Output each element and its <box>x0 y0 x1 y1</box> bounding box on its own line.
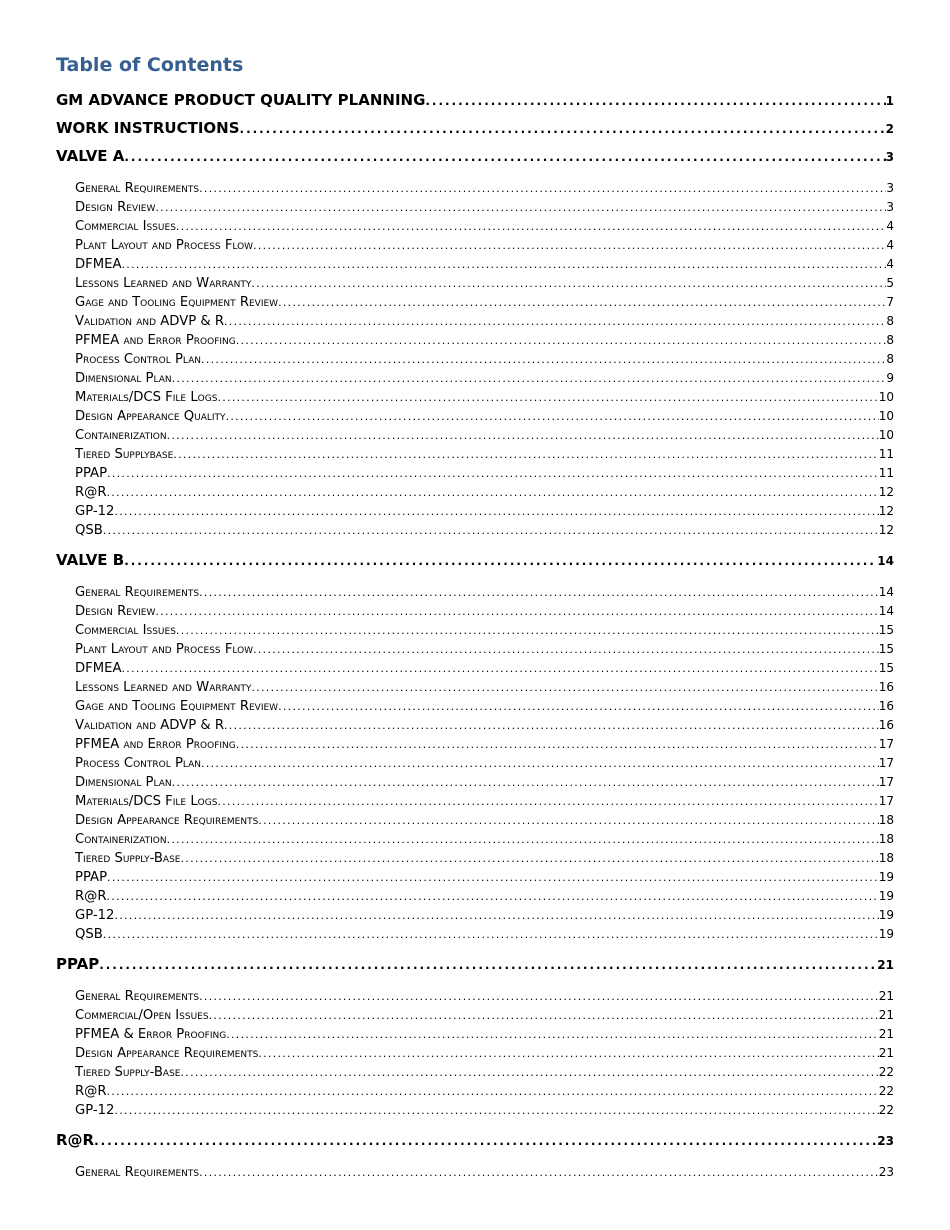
toc-page-number: 21 <box>878 1027 894 1041</box>
toc-subentry[interactable] <box>75 1101 894 1120</box>
toc-entry-label: Process Control Plan <box>75 352 202 367</box>
toc-page-number: 16 <box>878 718 894 732</box>
toc-page-number: 9 <box>886 371 894 385</box>
dot-leader <box>107 464 879 483</box>
toc-page-number: 1 <box>885 94 894 108</box>
toc-page-number: 10 <box>878 390 894 404</box>
toc-page-number: 3 <box>885 150 894 164</box>
toc-page-number: 19 <box>878 927 894 941</box>
toc-page-number: 21 <box>878 989 894 1003</box>
toc-entry-label: GP-12 <box>75 908 115 923</box>
toc-subentry[interactable] <box>75 350 894 369</box>
toc-page-number: 10 <box>878 428 894 442</box>
toc-subentry[interactable] <box>75 716 894 735</box>
dot-leader <box>253 236 886 255</box>
toc-page-number: 21 <box>878 1008 894 1022</box>
dot-leader <box>107 868 879 887</box>
toc-page-number: 16 <box>878 680 894 694</box>
toc-subentry[interactable] <box>75 331 894 350</box>
toc-subentry[interactable] <box>75 255 894 274</box>
toc-page-number: 17 <box>878 775 894 789</box>
toc-page-number: 3 <box>886 181 894 195</box>
toc-page-number: 8 <box>886 352 894 366</box>
toc-entry-label: DFMEA <box>75 257 122 272</box>
toc-subentry[interactable] <box>75 521 894 540</box>
toc-heading-entry[interactable] <box>56 145 894 167</box>
toc-entry-label: General Requirements <box>75 1165 200 1180</box>
dot-leader <box>209 1006 879 1025</box>
toc-page-number: 15 <box>878 642 894 656</box>
toc-heading-entry[interactable] <box>56 1129 894 1151</box>
toc-entry-label: Design Appearance Quality <box>75 409 226 424</box>
toc-page-number: 18 <box>878 851 894 865</box>
dot-leader <box>94 1130 877 1151</box>
toc-subentry[interactable] <box>75 236 894 255</box>
toc-page-number: 14 <box>878 604 894 618</box>
toc-entry-label: Commercial/Open Issues <box>75 1008 209 1023</box>
toc-entry-label: Materials/DCS File Logs <box>75 794 218 809</box>
toc-entry-label: General Requirements <box>75 181 200 196</box>
toc-subentry[interactable] <box>75 659 894 678</box>
toc-entry-label: Plant Layout and Process Flow <box>75 238 254 253</box>
toc-entry-label: Process Control Plan <box>75 756 202 771</box>
dot-leader <box>172 369 887 388</box>
toc-page-number: 3 <box>886 200 894 214</box>
toc-entry-label: Lessons Learned and Warranty <box>75 276 252 291</box>
toc-subentry[interactable] <box>75 602 894 621</box>
toc-subentry[interactable] <box>75 1163 894 1182</box>
toc-subentry[interactable] <box>75 1063 894 1082</box>
toc-entry-label: PFMEA and Error Proofing <box>75 737 236 752</box>
dot-leader <box>226 407 879 426</box>
toc-page-number: 14 <box>877 554 894 568</box>
toc-page-number: 22 <box>878 1065 894 1079</box>
toc-entry-label: Commercial Issues <box>75 623 176 638</box>
toc-page-number: 8 <box>886 314 894 328</box>
toc-entry-label: Containerization <box>75 832 167 847</box>
dot-leader <box>253 640 879 659</box>
dot-leader <box>251 678 878 697</box>
dot-leader <box>236 331 887 350</box>
dot-leader <box>258 1044 878 1063</box>
toc-subentry[interactable] <box>75 678 894 697</box>
toc-subentry[interactable] <box>75 887 894 906</box>
dot-leader <box>201 754 879 773</box>
dot-leader <box>114 502 878 521</box>
toc-subentry[interactable] <box>75 388 894 407</box>
dot-leader <box>240 118 886 139</box>
dot-leader <box>278 293 886 312</box>
toc-subentry[interactable] <box>75 754 894 773</box>
toc-entry-label: Design Review <box>75 200 156 215</box>
toc-entry-label: Containerization <box>75 428 167 443</box>
toc-page-number: 12 <box>878 504 894 518</box>
toc-heading-entry[interactable] <box>56 953 894 975</box>
dot-leader <box>199 583 879 602</box>
dot-leader <box>176 217 886 236</box>
toc-subentry[interactable] <box>75 464 894 483</box>
toc-heading-entry[interactable] <box>56 117 894 139</box>
dot-leader <box>201 350 886 369</box>
dot-leader <box>425 90 885 111</box>
toc-entry-label: VALVE B <box>56 551 125 569</box>
toc-page-number: 4 <box>886 238 894 252</box>
toc-subentry[interactable] <box>75 502 894 521</box>
toc-subentry[interactable] <box>75 868 894 887</box>
toc-entry-label: Lessons Learned and Warranty <box>75 680 252 695</box>
toc-entry-label: Dimensional Plan <box>75 775 172 790</box>
toc-page-number: 23 <box>877 1134 894 1148</box>
toc-page-number: 11 <box>878 447 894 461</box>
toc-page-number: 17 <box>878 737 894 751</box>
dot-leader <box>236 735 879 754</box>
toc-subentry[interactable] <box>75 293 894 312</box>
toc-entry-label: Commercial Issues <box>75 219 176 234</box>
toc-page-number: 10 <box>878 409 894 423</box>
toc-entry-label: Design Review <box>75 604 156 619</box>
toc-page-number: 5 <box>886 276 894 290</box>
toc-subentry[interactable] <box>75 445 894 464</box>
toc-entry-label: Gage and Tooling Equipment Review <box>75 295 279 310</box>
toc-entry-label: Tiered Supply-Base <box>75 1065 181 1080</box>
toc-entry-label: Materials/DCS File Logs <box>75 390 218 405</box>
toc-page-number: 15 <box>878 623 894 637</box>
dot-leader <box>278 697 879 716</box>
toc-page-number: 18 <box>878 813 894 827</box>
toc-entry-label: General Requirements <box>75 585 200 600</box>
toc-entry-label: Design Appearance Requirements <box>75 813 259 828</box>
dot-leader <box>167 830 879 849</box>
toc-entry-label: R@R <box>75 1084 107 1099</box>
dot-leader <box>217 388 878 407</box>
toc-subentry[interactable] <box>75 1044 894 1063</box>
toc-heading-entry[interactable] <box>56 89 894 111</box>
toc-subentry[interactable] <box>75 987 894 1006</box>
dot-leader <box>180 849 878 868</box>
dot-leader <box>107 1082 879 1101</box>
toc-entry-label: Dimensional Plan <box>75 371 172 386</box>
toc-subentry[interactable] <box>75 1025 894 1044</box>
toc-page-number: 12 <box>878 485 894 499</box>
toc-page-number: 22 <box>878 1103 894 1117</box>
dot-leader <box>199 1163 879 1182</box>
toc-subentry[interactable] <box>75 640 894 659</box>
toc-entry-label: PFMEA and Error Proofing <box>75 333 236 348</box>
toc-subentry[interactable] <box>75 849 894 868</box>
toc-page-number: 16 <box>878 699 894 713</box>
dot-leader <box>99 954 877 975</box>
toc-subentry[interactable] <box>75 369 894 388</box>
toc-subentry[interactable] <box>75 792 894 811</box>
toc-entry-label: VALVE A <box>56 147 125 165</box>
dot-leader <box>199 987 879 1006</box>
dot-leader <box>114 1101 878 1120</box>
toc-entry-label: Plant Layout and Process Flow <box>75 642 254 657</box>
toc-entry-label: Gage and Tooling Equipment Review <box>75 699 279 714</box>
toc-subentry[interactable] <box>75 773 894 792</box>
dot-leader <box>172 773 879 792</box>
dot-leader <box>107 887 879 906</box>
dot-leader <box>114 906 878 925</box>
dot-leader <box>103 521 879 540</box>
toc-subentry[interactable] <box>75 830 894 849</box>
toc-entry-label: PPAP <box>75 466 108 481</box>
dot-leader <box>173 445 878 464</box>
dot-leader <box>176 621 879 640</box>
toc-subentry[interactable] <box>75 179 894 198</box>
toc-entry-label: DFMEA <box>75 661 122 676</box>
toc-entry-label: R@R <box>56 1131 95 1149</box>
toc-page-number: 19 <box>878 870 894 884</box>
toc-entry-label: Tiered Supply-Base <box>75 851 181 866</box>
toc-entry-label: Design Appearance Requirements <box>75 1046 259 1061</box>
toc-page-number: 22 <box>878 1084 894 1098</box>
dot-leader <box>121 255 886 274</box>
toc-subentry[interactable] <box>75 906 894 925</box>
dot-leader <box>180 1063 878 1082</box>
toc-page-number: 19 <box>878 889 894 903</box>
toc-subentry[interactable] <box>75 1082 894 1101</box>
toc-entry-label: General Requirements <box>75 989 200 1004</box>
dot-leader <box>121 659 878 678</box>
toc-page-number: 21 <box>877 958 894 972</box>
toc-page-number: 7 <box>886 295 894 309</box>
dot-leader <box>124 550 877 571</box>
dot-leader <box>224 716 879 735</box>
toc-subentry[interactable] <box>75 274 894 293</box>
dot-leader <box>224 312 886 331</box>
toc-page-number: 12 <box>878 523 894 537</box>
dot-leader <box>258 811 878 830</box>
toc-subentry[interactable] <box>75 811 894 830</box>
dot-leader <box>103 925 879 944</box>
toc-page-number: 18 <box>878 832 894 846</box>
toc-page-number: 21 <box>878 1046 894 1060</box>
toc-page-number: 4 <box>886 219 894 233</box>
dot-leader <box>155 198 886 217</box>
toc-entry-label: R@R <box>75 485 107 500</box>
toc-subentry[interactable] <box>75 621 894 640</box>
toc-page-number: 8 <box>886 333 894 347</box>
toc-subentry[interactable] <box>75 925 894 944</box>
dot-leader <box>124 146 885 167</box>
toc-subentry[interactable] <box>75 1006 894 1025</box>
toc-entry-label: GP-12 <box>75 504 115 519</box>
toc-page-number: 15 <box>878 661 894 675</box>
toc-subentry[interactable] <box>75 407 894 426</box>
toc-page-number: 17 <box>878 794 894 808</box>
dot-leader <box>155 602 878 621</box>
toc-page-number: 23 <box>878 1165 894 1179</box>
toc-heading-entry[interactable] <box>56 549 894 571</box>
toc-subentry[interactable] <box>75 583 894 602</box>
toc-subentry[interactable] <box>75 198 894 217</box>
toc-page-number: 11 <box>878 466 894 480</box>
dot-leader <box>217 792 878 811</box>
dot-leader <box>226 1025 879 1044</box>
toc-entry-label: QSB <box>75 927 103 942</box>
toc-entry-label: WORK INSTRUCTIONS <box>56 119 240 137</box>
toc-entry-label: R@R <box>75 889 107 904</box>
toc-subentry[interactable] <box>75 697 894 716</box>
toc-entry-label: Validation and ADVP & R <box>75 314 224 329</box>
toc-entry-label: GP-12 <box>75 1103 115 1118</box>
toc-entry-label: PPAP <box>75 870 108 885</box>
toc-page-number: 17 <box>878 756 894 770</box>
toc-page-number: 4 <box>886 257 894 271</box>
toc-subentry[interactable] <box>75 217 894 236</box>
toc-subentry[interactable] <box>75 483 894 502</box>
dot-leader <box>167 426 879 445</box>
toc-entry-label: GM ADVANCE PRODUCT QUALITY PLANNING <box>56 91 426 109</box>
dot-leader <box>199 179 886 198</box>
toc-entry-label: QSB <box>75 523 103 538</box>
toc-subentry[interactable] <box>75 735 894 754</box>
dot-leader <box>107 483 879 502</box>
toc-entry-label: Tiered Supplybase <box>75 447 174 462</box>
toc-subentry[interactable] <box>75 312 894 331</box>
dot-leader <box>251 274 886 293</box>
toc-subentry[interactable] <box>75 426 894 445</box>
toc-entry-label: PPAP <box>56 955 100 973</box>
toc-page-number: 14 <box>878 585 894 599</box>
toc-entry-label: PFMEA & Error Proofing <box>75 1027 227 1042</box>
toc-title: Table of Contents <box>56 54 244 76</box>
toc-entry-label: Validation and ADVP & R <box>75 718 224 733</box>
toc-page-number: 2 <box>885 122 894 136</box>
toc-page-number: 19 <box>878 908 894 922</box>
